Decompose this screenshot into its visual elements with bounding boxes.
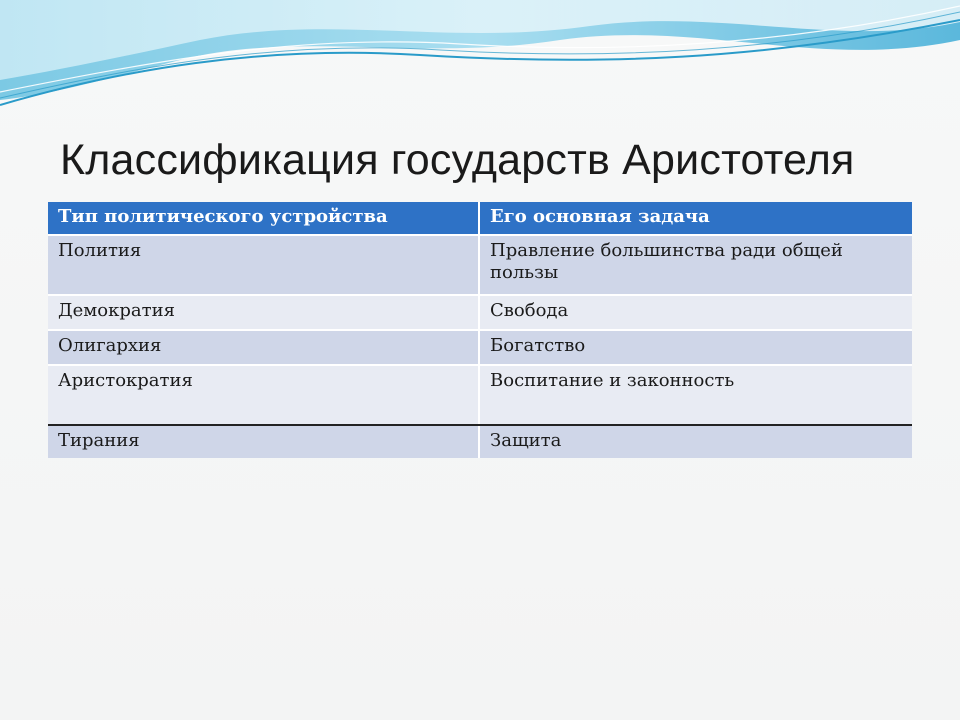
cell-type: Олигархия bbox=[48, 330, 479, 365]
cell-task: Правление большинства ради общей пользы bbox=[479, 235, 912, 295]
header-cell-type: Тип политического устройства bbox=[48, 202, 479, 235]
decorative-wave-banner bbox=[0, 0, 960, 110]
cell-type: Полития bbox=[48, 235, 479, 295]
cell-type: Тирания bbox=[48, 425, 479, 458]
table-row bbox=[48, 425, 912, 458]
table-row bbox=[48, 295, 912, 330]
cell-task: Свобода bbox=[479, 295, 912, 330]
table-row bbox=[48, 365, 912, 425]
cell-type: Аристократия bbox=[48, 365, 479, 425]
cell-task: Защита bbox=[479, 425, 912, 458]
cell-type: Демократия bbox=[48, 295, 479, 330]
table-row bbox=[48, 235, 912, 295]
header-cell-task: Его основная задача bbox=[479, 202, 912, 235]
classification-table bbox=[48, 202, 912, 458]
cell-task: Воспитание и законность bbox=[479, 365, 912, 425]
table-header-row bbox=[48, 202, 912, 235]
slide-title: Классификация государств Аристотеля bbox=[60, 136, 855, 184]
cell-task: Богатство bbox=[479, 330, 912, 365]
table-row bbox=[48, 330, 912, 365]
